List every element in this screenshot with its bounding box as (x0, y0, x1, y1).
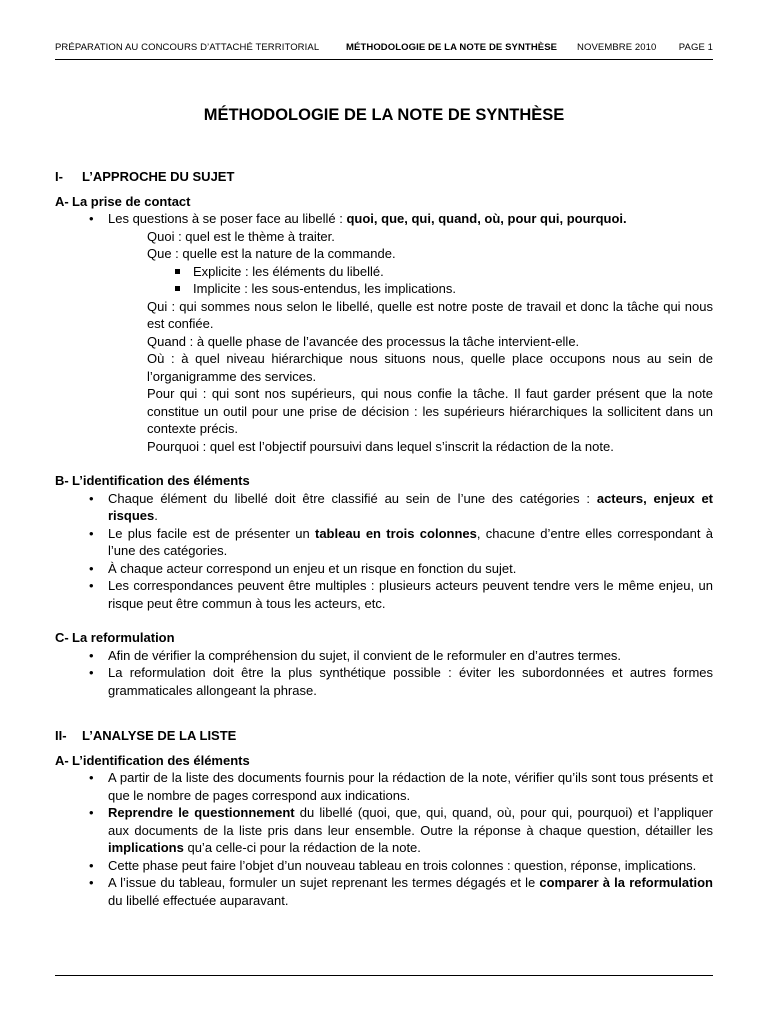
subsection-title: L’identification des éléments (72, 473, 250, 488)
section-title: L’ANALYSE DE LA LISTE (82, 728, 237, 743)
question-quand: Quand : à quelle phase de l’avancée des processus la tâche intervient-elle. (147, 333, 580, 349)
bullet-icon: • (89, 525, 94, 541)
question-details (55, 228, 713, 456)
subsection-heading-1b (55, 472, 713, 490)
square-bullet-icon (175, 269, 180, 274)
subsection-heading-2a (55, 752, 713, 770)
bullet-list (55, 210, 713, 228)
list-item: Implicite : les sous-entendus, les implications. (175, 280, 713, 298)
footer-divider (55, 975, 713, 976)
bullet-icon: • (89, 578, 94, 593)
list-item: • A partir de la liste des documents fournis pour la rédaction de la note, vérifier qu’ils sont tous présents et que le nombre de pages correspond aux indications. (89, 770, 713, 803)
header-page-number: PAGE 1 (678, 42, 713, 53)
list-item: • Reprendre le questionnement du libellé (quoi, que, qui, quand, où, pour qui, pourquoi) et l’appliquer aux documents de la liste pris dans leur ensemble. Outre la réponse à chaque question, détailler les implications qu’a celle-ci pour la rédaction de la note. (89, 805, 714, 855)
subsection-heading-1c (55, 629, 713, 647)
question-ou: Où : à quel niveau hiérarchique nous situons nous, quelle place occupons nous au sein de l’organigramme des services. (147, 351, 713, 384)
bullet-icon: • (89, 857, 94, 873)
list-item: Explicite : les éléments du libellé. (175, 263, 713, 281)
subsection-letter: A- (55, 752, 69, 768)
list-item: • À chaque acteur correspond un enjeu et un risque en fonction du sujet. (89, 560, 517, 576)
bullet-list (55, 490, 713, 613)
list-item: • Les correspondances peuvent être multiples : plusieurs acteurs peuvent tendre vers le même enjeu, un risque peut être commun à tous les acteurs, etc. (89, 578, 713, 611)
bullet-icon: • (89, 490, 94, 506)
bullet-icon: • (89, 665, 94, 680)
section-title: L’APPROCHE DU SUJET (82, 169, 235, 184)
square-bullet-icon (175, 286, 180, 291)
question-quoi: Quoi : quel est le thème à traiter. (147, 228, 335, 244)
bullet-icon: • (89, 875, 94, 890)
question-pourquoi: Pourquoi : quel est l’objectif poursuivi dans lequel s’inscrit la rédaction de la note. (147, 438, 614, 454)
header-date: NOVEMBRE 2010 (577, 42, 657, 53)
square-list (147, 263, 713, 298)
page-header (55, 42, 713, 56)
subsection-letter: B- (55, 473, 69, 488)
bullet-list (55, 647, 713, 700)
header-course-title: PRÉPARATION AU CONCOURS D’ATTACHÉ TERRITORIAL (55, 42, 320, 53)
bullet-icon: • (89, 805, 94, 820)
subsection-title: La prise de contact (72, 193, 191, 209)
list-item: • La reformulation doit être la plus synthétique possible : éviter les subordonnées et autres formes grammaticales allongeant la phrase. (89, 665, 713, 698)
list-item: • Cette phase peut faire l’objet d’un nouveau tableau en trois colonnes : question, réponse, implications. (89, 857, 697, 873)
header-document-title: MÉTHODOLOGIE DE LA NOTE DE SYNTHÈSE (346, 42, 558, 53)
list-item: • Les questions à se poser face au libellé : quoi, que, qui, quand, où, pour qui, pourquoi. (89, 211, 627, 226)
subsection-title: L’identification des éléments (72, 752, 250, 768)
section-number: II- (55, 728, 67, 743)
subsection-heading-1a (55, 193, 713, 211)
bullet-icon: • (89, 560, 94, 576)
list-item: • Le plus facile est de présenter un tableau en trois colonnes, chacune d’entre elles correspondant à l’une des catégories. (89, 525, 713, 558)
list-item: • Chaque élément du libellé doit être classifié au sein de l’une des catégories : acteurs, enjeux et risques. (89, 490, 714, 523)
subsection-letter: C- (55, 630, 69, 645)
question-que: Que : quelle est la nature de la commande. (147, 246, 396, 261)
subsection-title: La reformulation (72, 630, 175, 645)
document-title: MÉTHODOLOGIE DE LA NOTE DE SYNTHÈSE (203, 106, 565, 124)
bullet-list (55, 769, 713, 909)
section-heading-1 (55, 168, 713, 186)
question-pour-qui: Pour qui : qui sont nos supérieurs, qui nous confie la tâche. Il faut garder présent que la note constitue un outil pour une prise de décision : les supérieurs hiérarchiques la sollicitent dans un contexte précis. (147, 386, 713, 436)
document-body (55, 168, 713, 909)
section-heading-2 (55, 727, 713, 745)
bullet-icon: • (89, 770, 94, 785)
section-number: I- (55, 169, 63, 184)
list-item: • Afin de vérifier la compréhension du sujet, il convient de le reformuler en d’autres termes. (89, 647, 622, 663)
question-qui: Qui : qui sommes nous selon le libellé, quelle est notre poste de travail et donc la tâche qui nous est confiée. (147, 298, 713, 331)
bullet-icon: • (89, 647, 94, 663)
subsection-letter: A- (55, 193, 69, 209)
header-divider (55, 59, 713, 60)
bullet-icon: • (89, 211, 94, 226)
list-item: • A l’issue du tableau, formuler un sujet reprenant les termes dégagés et le comparer à la reformulation du libellé effectuée auparavant. (89, 875, 713, 908)
